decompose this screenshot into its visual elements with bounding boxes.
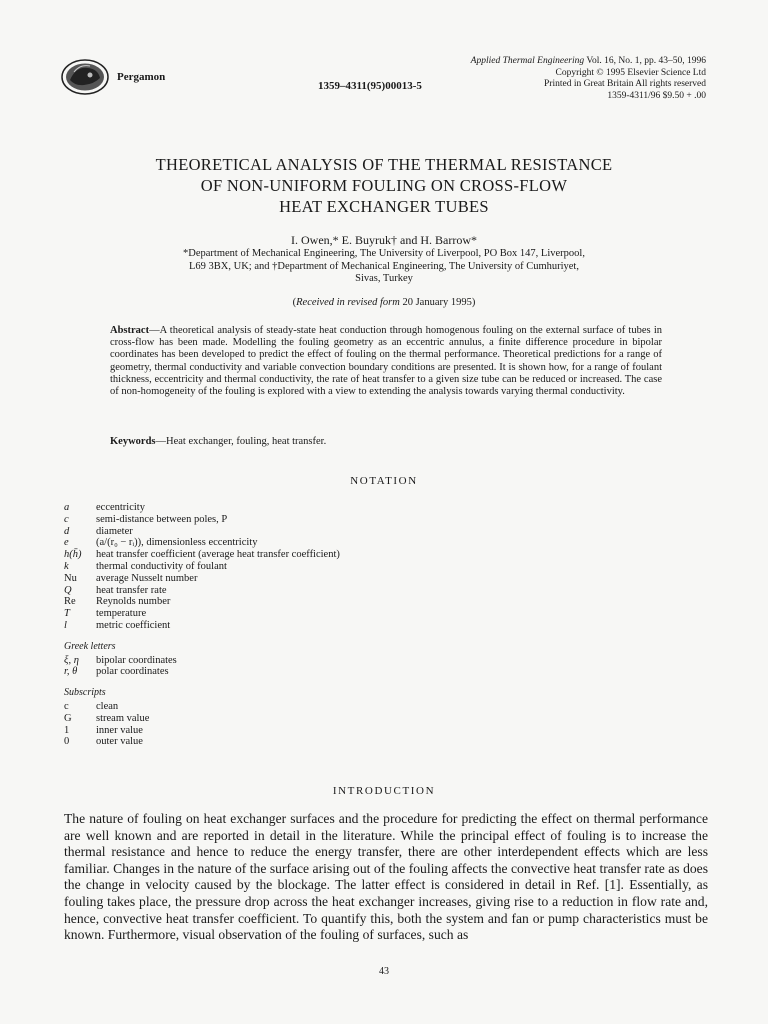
- notation-description: (a/(r₀ − rᵢ)), dimensionless eccentricity: [96, 537, 258, 549]
- journal-title: Applied Thermal Engineering: [470, 56, 585, 66]
- symbol-rows: [64, 502, 340, 632]
- notation-description: diameter: [96, 525, 133, 537]
- notation-description: bipolar coordinates: [96, 654, 177, 666]
- notation-row: [64, 537, 340, 549]
- notation-symbol: Nu: [64, 572, 77, 584]
- abstract-label: Abstract: [110, 325, 150, 336]
- keywords-label: Keywords: [110, 436, 156, 447]
- notation-row: [64, 655, 340, 667]
- notation-symbol: c: [64, 700, 69, 712]
- notation-symbol: e: [64, 537, 69, 549]
- received-label: Received in revised form: [296, 297, 400, 308]
- notation-symbol: c: [64, 513, 69, 525]
- notation-description: average Nusselt number: [96, 572, 198, 584]
- notation-row: [64, 666, 340, 678]
- publisher-logo: [60, 58, 110, 96]
- notation-symbol: Q: [64, 584, 72, 596]
- notation-symbol: 0: [64, 736, 70, 748]
- notation-row: [64, 736, 340, 748]
- subscript-rows: [64, 701, 340, 748]
- greek-heading: Greek letters: [64, 640, 116, 652]
- notation-row: [64, 561, 340, 573]
- notation-heading: NOTATION: [350, 475, 418, 487]
- notation-description: thermal conductivity of foulant: [96, 560, 227, 572]
- notation-row: [64, 514, 340, 526]
- title-line: THEORETICAL ANALYSIS OF THE THERMAL RESISTANCE: [155, 155, 613, 174]
- notation-symbol: a: [64, 502, 70, 513]
- affiliation-line: *Department of Mechanical Engineering, The University of Liverpool, PO Box 147, Liverpool,: [183, 248, 585, 259]
- notation-row: [64, 526, 340, 538]
- notation-row: [64, 502, 340, 514]
- notation-description: metric coefficient: [96, 619, 171, 631]
- notation-list: [64, 502, 340, 748]
- received-prefix: (: [292, 297, 297, 308]
- notation-row: [64, 713, 340, 725]
- notation-symbol: ξ, η: [64, 654, 79, 666]
- copyright-line: Copyright © 1995 Elsevier Science Ltd: [555, 67, 706, 78]
- printed-line: Printed in Great Britain All rights reserved: [544, 79, 706, 89]
- notation-description: Reynolds number: [96, 596, 171, 608]
- introduction-text: The nature of fouling on heat exchanger surfaces and the procedure for predicting the effect on thermal performance are well known and are reported in detail in the literature. While the principal effect of fouling is to increase the thermal resistance and hence to reduce the energy transfer, there are other interdependent effects which are less familiar. Changes in the nature of the surface arising out of the fouling affects the convective heat transfer rate as does the change in velocity caused by the blockage. The latter effect is considered in detail in Ref. [1]. Essentially, as fouling takes place, the pressure drop across the heat exchanger increases, giving rise to a reduction in flow rate and, hence, convective heat transfer coefficient. To quantify this, both the system and fan or pump characteristics must be known. Furthermore, visual observation of the fouling of surfaces, such as: [64, 811, 708, 943]
- affiliation-line: L69 3BX, UK; and †Department of Mechanical Engineering, The University of Cumhuriyet,: [189, 260, 579, 272]
- journal-info: [471, 56, 706, 102]
- notation-row: [64, 725, 340, 737]
- notation-description: heat transfer rate: [96, 584, 167, 596]
- notation-description: polar coordinates: [96, 666, 169, 678]
- notation-symbol: 1: [64, 724, 70, 736]
- received-date: [0, 297, 768, 308]
- abstract-text: —A theoretical analysis of steady-state heat conduction through homogenous fouling on the external surface of tubes in cross-flow has been made. Modelling the fouling geometry as an eccentric annulus, a finite difference procedure in bipolar coordinates has been developed to predict the effect of fouling on the thermal performance. Theoretical predictions for a range of geometry, thermal conductivity and variable convection boundary conditions are presented. It is shown how, for a range of foulant thickness, eccentricity and thermal conductivity, the rate of heat transfer to a given size tube can be reduced or increased. The case of non-homogeneity of the fouling is explored with a view to extending the analysis towards varying thermal conductivity.: [110, 325, 662, 398]
- authors: I. Owen,* E. Buyruk† and H. Barrow*: [291, 233, 477, 247]
- paper-title: [0, 154, 768, 217]
- notation-symbol: Re: [64, 596, 76, 608]
- notation-description: inner value: [96, 724, 143, 736]
- abstract: [110, 325, 662, 398]
- notation-description: eccentricity: [96, 502, 145, 513]
- notation-description: heat transfer coefficient (average heat transfer coefficient): [96, 549, 340, 561]
- subscripts-heading: Subscripts: [64, 687, 106, 699]
- keywords: [110, 436, 662, 447]
- issn-price: 1359-4311/96 $9.50 + .00: [607, 90, 706, 101]
- notation-symbol: r, θ: [64, 666, 78, 678]
- journal-citation: Vol. 16, No. 1, pp. 43–50, 1996: [586, 56, 706, 66]
- keywords-text: —Heat exchanger, fouling, heat transfer.: [155, 436, 327, 447]
- title-line: OF NON-UNIFORM FOULING ON CROSS-FLOW: [200, 176, 568, 195]
- affiliations: [0, 248, 768, 286]
- notation-description: stream value: [96, 712, 150, 724]
- publisher-name: Pergamon: [117, 71, 166, 83]
- greek-rows: [64, 655, 340, 679]
- affiliation-line: Sivas, Turkey: [355, 273, 413, 284]
- notation-symbol: k: [64, 560, 69, 572]
- notation-symbol: l: [64, 619, 67, 631]
- title-line: HEAT EXCHANGER TUBES: [279, 197, 489, 216]
- notation-symbol: T: [64, 608, 70, 620]
- notation-symbol: h(h̄): [64, 549, 82, 561]
- notation-symbol: d: [64, 525, 70, 537]
- notation-description: outer value: [96, 736, 143, 748]
- notation-description: semi-distance between poles, P: [96, 513, 228, 525]
- notation-row: [64, 620, 340, 632]
- notation-row: [64, 549, 340, 561]
- notation-row: [64, 596, 340, 608]
- notation-symbol: G: [64, 712, 72, 724]
- article-code: 1359–4311(95)00013-5: [318, 80, 422, 92]
- notation-row: [64, 573, 340, 585]
- notation-row: [64, 585, 340, 597]
- notation-row: [64, 701, 340, 713]
- page-number: 43: [379, 966, 389, 977]
- introduction-heading: INTRODUCTION: [332, 785, 436, 797]
- notation-description: temperature: [96, 608, 147, 620]
- notation-row: [64, 608, 340, 620]
- notation-description: clean: [96, 700, 119, 712]
- received-value: 20 January 1995): [399, 297, 476, 308]
